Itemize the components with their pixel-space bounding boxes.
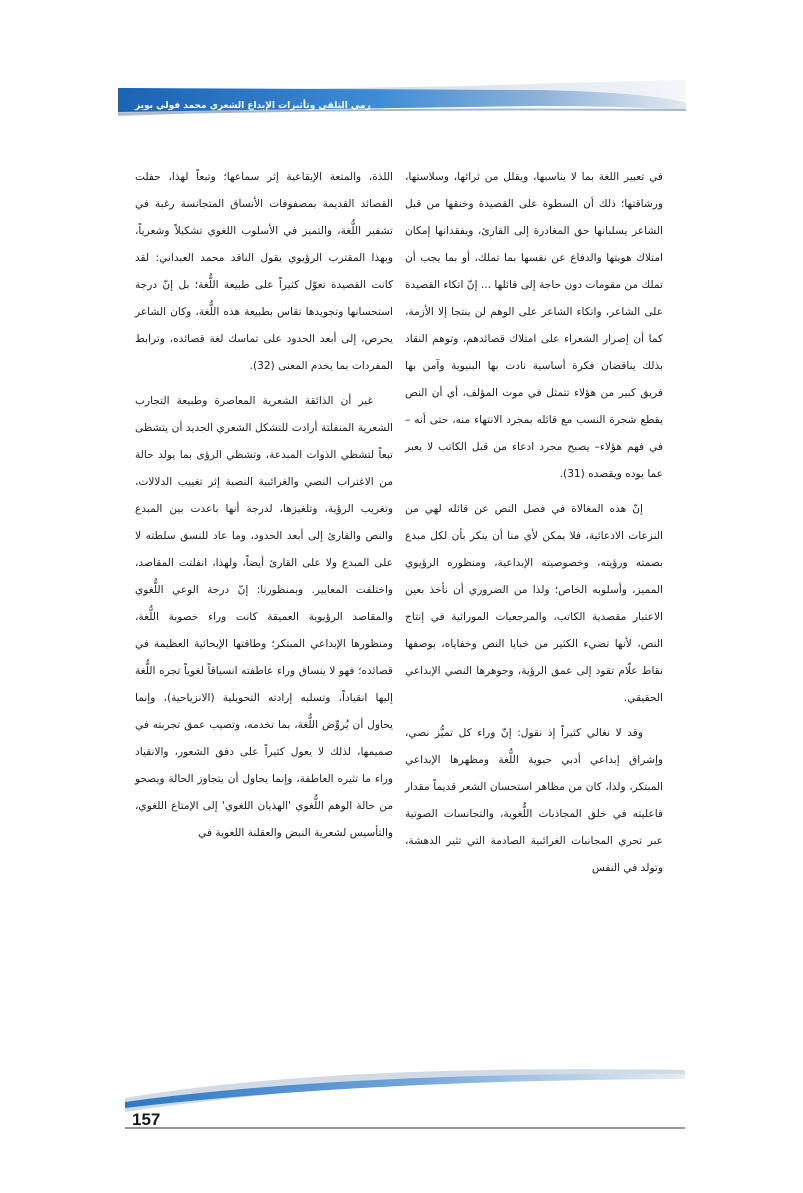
footer-swoosh-graphic	[125, 1068, 685, 1130]
running-head: رمي التلقي وتأثيرات الإبداع الشعري محمد فولي بويز	[135, 101, 371, 111]
text-column-left	[135, 164, 393, 847]
text-column-right	[405, 164, 663, 882]
page-number: 157	[132, 1110, 161, 1129]
paragraph: وقد لا نغالي كثيراً إذ نقول: إنّ وراء كل تميُّز نصي، وإشراق إبداعي أدبي حيوية اللُّغة ومظهرها الإبداعي المبتكر، ولذا، كان من مظاهر استحسان الشعر قديماً مقدار فاعليته في خلق المجاذبات اللُّغوية، والتجانسات الصوتية عبر تحري المجانبات الغرائبية الصادمة التي تثير الدهشة، وتولد في النفس	[405, 727, 663, 874]
header-band-graphic	[118, 80, 686, 120]
paragraph: في تعبير اللغة بما لا يناسبها، ويقلل من ثرائها، وسلاستها، ورشاقتها؛ ذلك أن السطوة على القصيدة وخنقها من قبل الشاعر يسلبانها حق المغادرة إلى القارئ، ويفقدانها إمكان امتلاك هويتها والدفاع عن نفسها بما تملك، أو بما يجب أن تملك من مقومات دون حاجة إلى قائلها ... إنّ اتكاء القصيدة على الشاعر، واتكاء الشاعر على الوهم لن ينتجا إلا الأزمة، كما أن إصرار الشعراء على امتلاك قصائدهم، وتوهم النقاد بذلك يناقضان فكرة أساسية نادت بها البنيوية وآمن بها فريق كبير من هؤلاء تتمثل في موت المؤلف، أي أن النص يقطع شجرة النسب مع قائله بمجرد الانتهاء منه، حتى أنه –في فهم هؤلاء– يصبح مجرد ادعاء من قبل الكاتب لا يعبر عما يوده ويقصده (31).	[405, 171, 663, 480]
paragraph: إنّ هذه المغالاة في فصل النص عن قائله لهي من النزعات الادعائية، فلا يمكن لأي منا أن ينكر بأن لكل مبدع بصمته ورؤيته، وخصوصيته الإبداعية، ومنظوره الرؤيوي المميز، وأسلوبه الخاص؛ ولذا من الضروري أن نأخذ بعين الاعتبار مقصدية الكاتب، والمرجعيات الموراثية في إنتاج النص، لأنها تضيء الكثير من خبايا النص وخفاياه، بوصفها نقاط علّام تقود إلى عمق الرؤية، وجوهرها النصي الإبداعي الحقيقي.	[405, 503, 663, 704]
paragraph: اللذة، والمتعة الإيقاعية إثر سماعها؛ وتبعاً لهذا، حفلت القصائد القديمة بمصفوفات الأنساق المتجانسة رغبة في تشفير اللُّغة، والتميز في الأسلوب اللغوي تشكيلاً وشعرياً، وبهذا المقترب الرؤيوي يقول الناقد محمد العبداني: لقد كانت القصيدة تعوّل كثيراً على طبيعة اللُّغة؛ بل إنّ درجة استحسانها وتجويدها تقاس بطبيعة هذه اللُّغة، وكان الشاعر يحرص، إلى أبعد الحدود على تماسك لغة قصائده، وترابط المفردات بما يخدم المعنى (32).	[135, 171, 393, 372]
header-band	[118, 80, 686, 120]
paragraph: غير أن الذائقة الشعرية المعاصرة وطبيعة التجارب الشعرية المنفلتة أرادت للتشكل الشعري الجديد أن يتشظى تبعاً لتشظي الذوات المبدعة، وتشظي الرؤى بما يولد حالة من الاغتراب النصي والغرائبية النصية إثر تغييب الدلالات، وتغريب الرؤية، وتلغيزها، لدرجة أنها باعدت بين المبدع والنص والقارئ إلى أبعد الحدود، وما عاد للنسق سلطته لا على المبدع ولا على القارئ أيضاً، ولهذا، انفلتت المقاصد، واختلفت المعايير. وبمنظورنا: إنّ درجة الوعي اللُّغوي والمقاصد الرؤيوية العميقة كانت وراء خصوبة اللُّغة، ومنظورها الإبداعي المبتكر؛ وطاقتها الإيحائية العظيمة في قصائده؛ فهو لا ينساق وراء عاطفته انسياقاً لغوياً تجره اللُّغة إليها انقياداً، وتسلبه إرادته التحويلية (الانزياحية)، وإنما يحاول أن يُروِّض اللُّغة، بما تخدمه، وتصيب عمق تجربته في صميمها، لذلك لا يعول كثيراً على دفق الشعور، والانقياد وراء ما تثيره العاطفة، وإنما يحاول أن يتجاوز الحالة ويصحو من حالة الوهم اللُّغوي 'الهذيان اللغوي' إلى الإمتاع اللغوي، والتأسيس لشعرية النبض والعقلنة اللغوية في	[135, 395, 393, 839]
footer-swoosh	[125, 1068, 685, 1130]
